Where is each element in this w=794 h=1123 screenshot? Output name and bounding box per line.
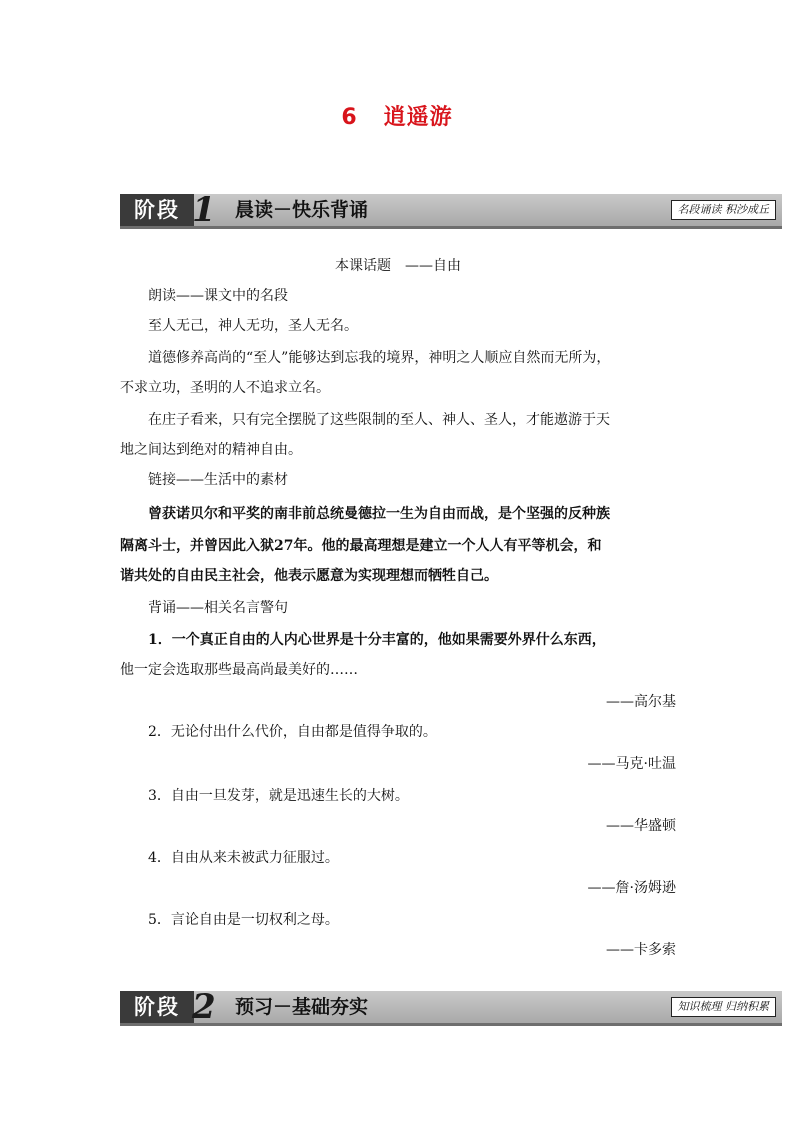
quote-2-author: ——马克·吐温 — [587, 756, 676, 772]
reading-quote: 至人无己，神人无功，圣人无名。 — [148, 318, 358, 334]
quote-3-author: ——华盛顿 — [606, 818, 676, 834]
section1-number: 1 — [192, 190, 216, 230]
quote-3-text: 3．自由一旦发芽，就是迅速生长的大树。 — [148, 788, 409, 804]
section2-label: 阶段 — [120, 991, 194, 1023]
link-line2: 隔离斗士，并曾因此入狱27年。他的最高理想是建立一个人人有平等机会，和 — [120, 538, 602, 554]
reading-heading: 朗读——课文中的名段 — [148, 288, 288, 304]
link-line3: 谐共处的自由民主社会，他表示愿意为实现理想而牺牲自己。 — [120, 568, 498, 584]
link-heading: 链接——生活中的素材 — [148, 472, 288, 488]
lesson-name: 逍遥游 — [383, 105, 453, 130]
lesson-title — [0, 100, 794, 131]
section2-number: 2 — [192, 987, 216, 1027]
quote-4-text: 4．自由从来未被武力征服过。 — [148, 850, 339, 866]
quote-2-text: 2．无论付出什么代价，自由都是值得争取的。 — [148, 724, 437, 740]
reading-para1-line2: 不求立功，圣明的人不追求立名。 — [120, 380, 330, 396]
topic-line: 本课话题 ——自由 — [335, 258, 461, 274]
section2-banner — [120, 987, 782, 1027]
quote-4-author: ——詹·汤姆逊 — [587, 880, 676, 896]
lesson-number: 6 — [341, 105, 358, 130]
reading-para2-line1: 在庄子看来，只有完全摆脱了这些限制的至人、神人、圣人，才能遨游于天 — [148, 412, 610, 428]
link-line1: 曾获诺贝尔和平奖的南非前总统曼德拉一生为自由而战，是个坚强的反种族 — [148, 506, 610, 522]
quote-1-line2: 他一定会选取那些最高尚最美好的…… — [120, 662, 358, 678]
recite-heading: 背诵——相关名言警句 — [148, 600, 288, 616]
section1-label: 阶段 — [120, 194, 194, 226]
quote-1-line1: 1．一个真正自由的人内心世界是十分丰富的，他如果需要外界什么东西， — [148, 632, 606, 648]
section2-title: 预习－基础夯实 — [235, 996, 369, 1018]
quote-5-text: 5．言论自由是一切权利之母。 — [148, 912, 339, 928]
quote-1-author: ——高尔基 — [606, 694, 676, 710]
section1-title: 晨读－快乐背诵 — [235, 199, 369, 221]
section2-tag: 知识梳理 归纳积累 — [671, 997, 777, 1017]
section1-tag: 名段诵读 积沙成丘 — [671, 200, 777, 220]
reading-para2-line2: 地之间达到绝对的精神自由。 — [120, 442, 302, 458]
quote-5-author: ——卡多索 — [606, 942, 676, 958]
reading-para1-line1: 道德修养高尚的“至人”能够达到忘我的境界，神明之人顺应自然而无所为， — [148, 350, 611, 366]
section1-banner — [120, 190, 782, 230]
